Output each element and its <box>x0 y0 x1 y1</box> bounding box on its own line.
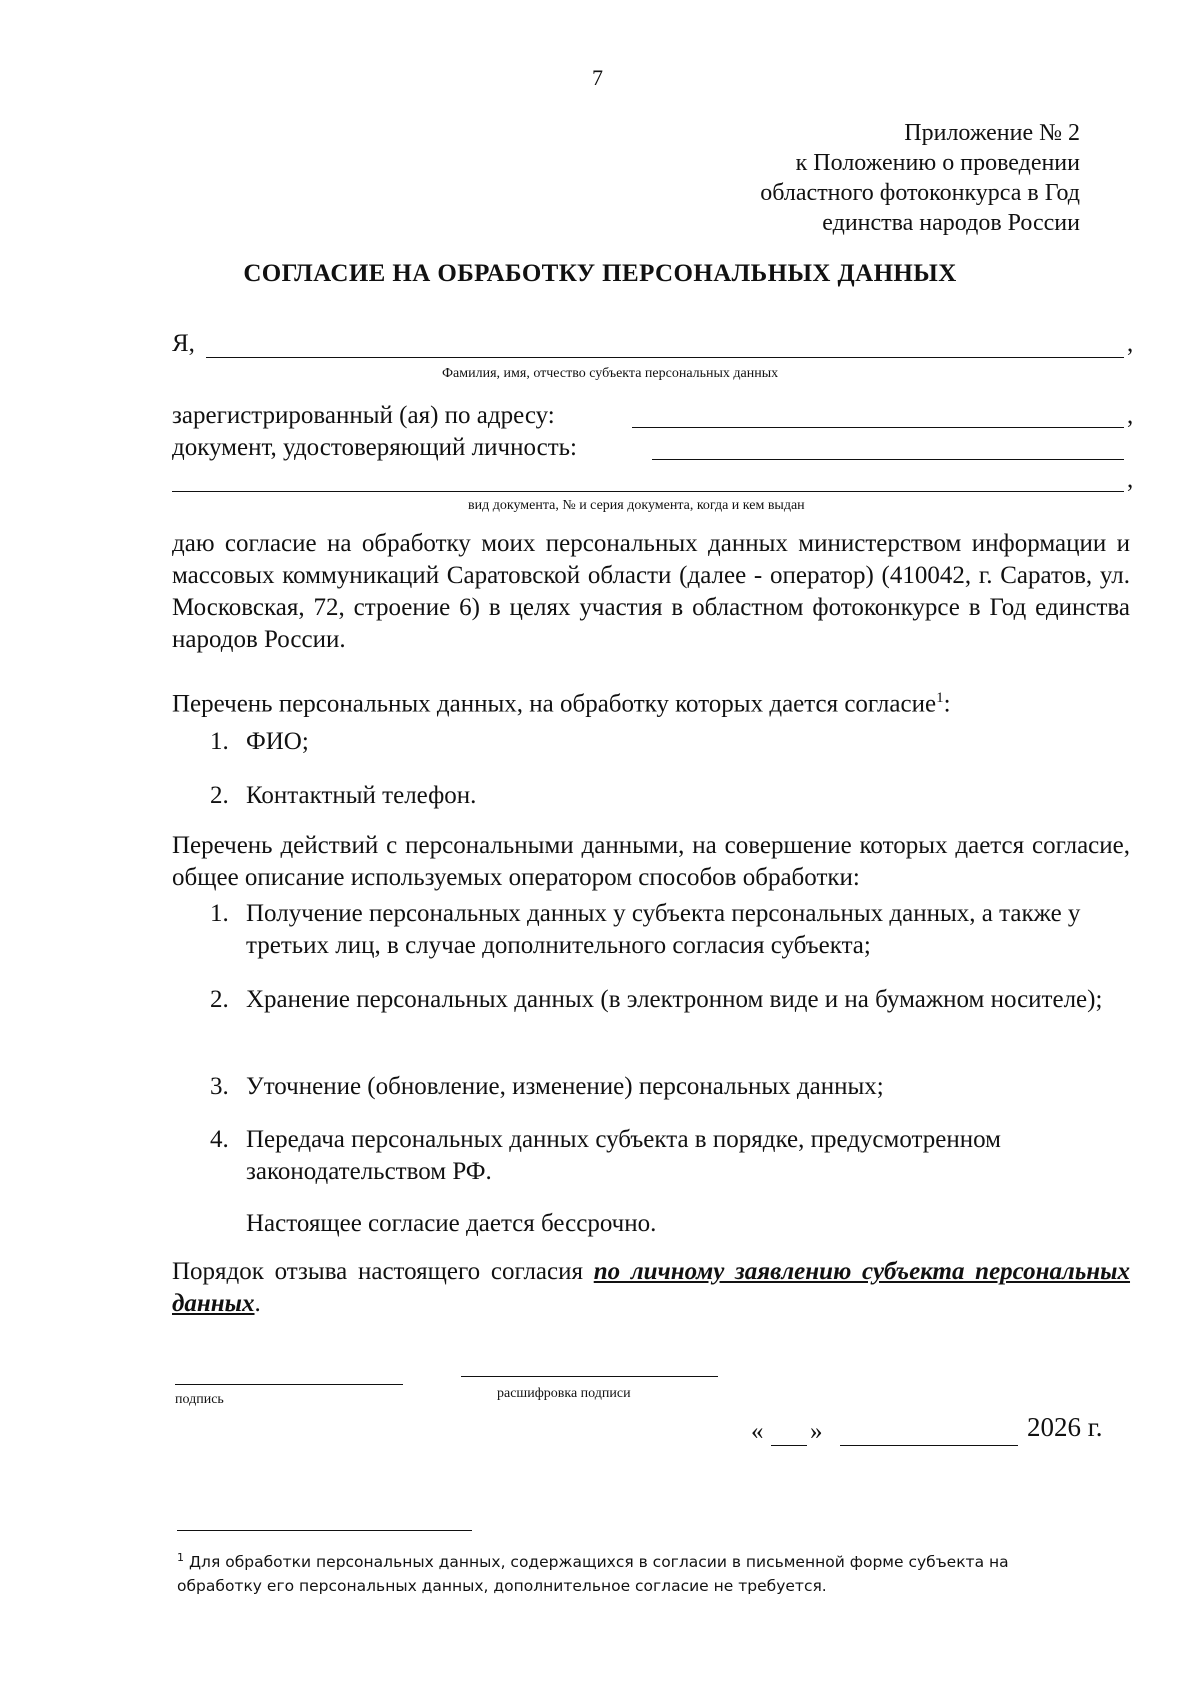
actions-list-heading: Перечень действий с персональными данными, на совершение которых дается согласие, общее описание используемых оператором способов обработки: <box>172 832 1130 891</box>
revocation-prefix: Порядок отзыва настоящего согласия <box>172 1258 583 1285</box>
appendix-block <box>760 118 1080 238</box>
subject-caption: Фамилия, имя, отчество субъекта персональных данных <box>442 366 779 381</box>
date-month-field[interactable] <box>840 1445 1018 1446</box>
list-item-text: Контактный телефон. <box>246 782 477 809</box>
revocation-paragraph <box>172 1256 1130 1320</box>
date-day-field[interactable] <box>771 1445 807 1446</box>
data-list-heading-end: : <box>943 690 951 718</box>
list-item-text: Хранение персональных данных (в электронном виде и на бумажном носителе); <box>246 986 1103 1013</box>
date-year: 2026 г. <box>1027 1412 1103 1442</box>
document-field-2[interactable] <box>172 491 1124 492</box>
signature-decode-label: расшифровка подписи <box>497 1386 631 1401</box>
data-list-heading-text: Перечень персональных данных, на обработку которых дается согласие <box>172 690 937 718</box>
list-item-number: 1. <box>210 728 229 755</box>
list-item-text: Уточнение (обновление, изменение) персональных данных; <box>246 1073 884 1100</box>
list-item-text: ФИО; <box>246 728 309 755</box>
date-open-quote: « <box>751 1418 764 1445</box>
date-close-quote: » <box>810 1418 823 1445</box>
document-title: СОГЛАСИЕ НА ОБРАБОТКУ ПЕРСОНАЛЬНЫХ ДАННЫХ <box>243 260 957 287</box>
term-statement: Настоящее согласие дается бессрочно. <box>246 1210 657 1237</box>
signature-field[interactable] <box>175 1384 403 1385</box>
list-item-text: Передача персональных данных субъекта в порядке, предусмотренном законодательством РФ. <box>246 1126 1001 1185</box>
address-field[interactable] <box>632 427 1124 428</box>
footnote-mark: 1 <box>177 1551 184 1564</box>
footnote-reference: 1 <box>936 690 944 706</box>
document-field-1[interactable] <box>652 459 1124 460</box>
subject-suffix: , <box>1127 330 1134 357</box>
footnote-text: Для обработки персональных данных, содержащихся в согласии в письменной форме субъекта на обработку его персональных данных, дополнительное согласие не требуется. <box>177 1553 1009 1596</box>
appendix-line: областного фотоконкурса в Год <box>760 180 1080 206</box>
revocation-emphasis: по личному заявлению субъекта персональных данных <box>172 1258 1131 1317</box>
subject-prefix: Я, <box>172 330 195 357</box>
consent-paragraph: даю согласие на обработку моих персональных данных министерством информации и массовых коммуникаций Саратовской области (далее - оператор) (410042, г. Саратов, ул. Московская, 72, строение 6) в целях участия в областном фотоконкурсе в Год единства народов России. <box>172 530 1130 653</box>
list-item-number: 1. <box>210 900 229 927</box>
footnote <box>177 1546 1077 1598</box>
address-suffix: , <box>1127 402 1134 429</box>
document-caption: вид документа, № и серия документа, когда и кем выдан <box>468 498 805 513</box>
footnote-divider <box>177 1530 472 1531</box>
document-suffix: , <box>1127 466 1134 493</box>
appendix-line: к Положению о проведении <box>795 150 1080 176</box>
list-item-number: 4. <box>210 1126 229 1153</box>
signature-decode-field[interactable] <box>461 1376 718 1377</box>
address-label: зарегистрированный (ая) по адресу: <box>172 402 555 429</box>
document-label: документ, удостоверяющий личность: <box>172 434 577 461</box>
subject-name-field[interactable] <box>206 357 1124 358</box>
list-item-number: 3. <box>210 1073 229 1100</box>
revocation-suffix: . <box>254 1290 261 1317</box>
data-list-heading <box>172 690 951 718</box>
appendix-line: Приложение № 2 <box>904 120 1080 146</box>
list-item-number: 2. <box>210 986 229 1013</box>
list-item-text: Получение персональных данных у субъекта персональных данных, а также у третьих лиц, в случае дополнительного согласия субъекта; <box>246 900 1081 959</box>
appendix-line: единства народов России <box>822 210 1080 236</box>
page-number: 7 <box>592 65 603 90</box>
signature-label: подпись <box>175 1392 224 1407</box>
list-item-number: 2. <box>210 782 229 809</box>
